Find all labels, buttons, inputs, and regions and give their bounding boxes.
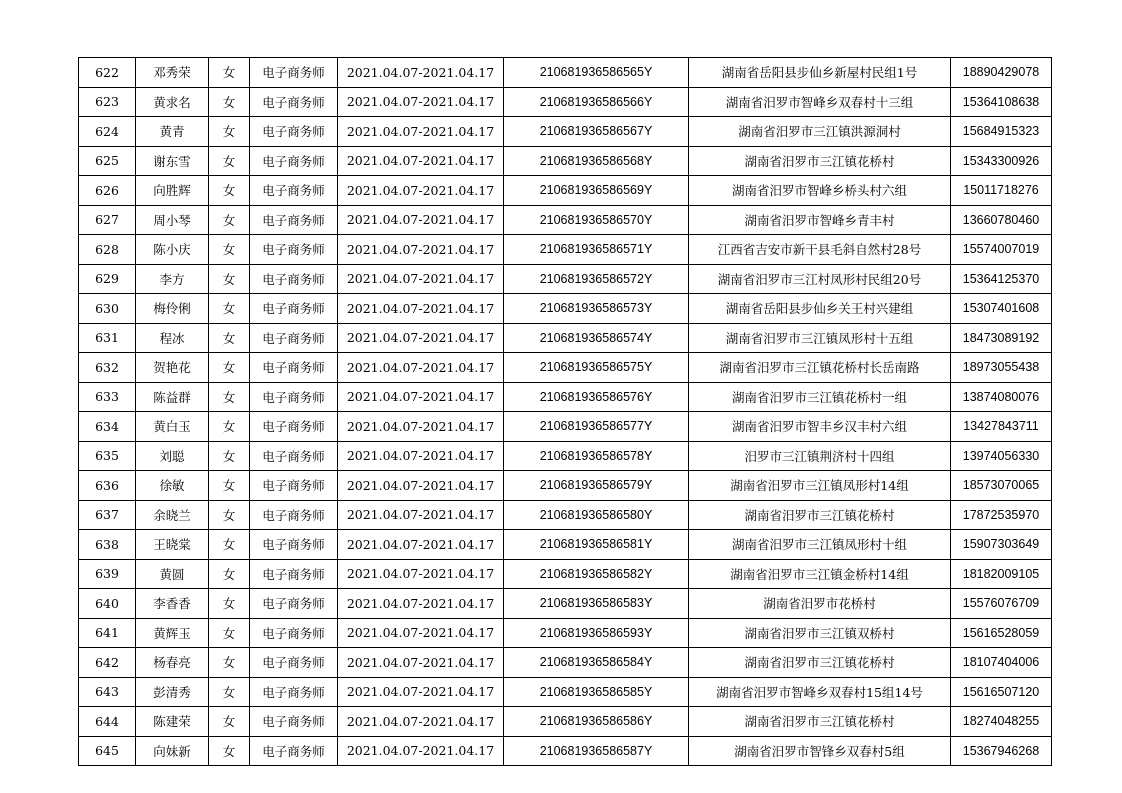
occupation-cell: 电子商务师 [250,353,338,383]
serial-number-cell: 644 [79,707,136,737]
gender-cell: 女 [209,412,250,442]
name-cell: 程冰 [136,323,209,353]
certificate-number-cell: 210681936586584Y [504,648,689,678]
name-cell: 邓秀荣 [136,58,209,88]
table-row [79,205,1052,235]
name-cell: 刘聪 [136,441,209,471]
name-cell: 黄青 [136,117,209,147]
certificate-number-cell: 210681936586582Y [504,559,689,589]
serial-number-cell: 638 [79,530,136,560]
certificate-number-cell: 210681936586569Y [504,176,689,206]
phone-cell: 15343300926 [951,146,1052,176]
name-cell: 向胜辉 [136,176,209,206]
serial-number-cell: 632 [79,353,136,383]
phone-cell: 15307401608 [951,294,1052,324]
certificate-number-cell: 210681936586568Y [504,146,689,176]
serial-number-cell: 636 [79,471,136,501]
gender-cell: 女 [209,87,250,117]
address-cell: 湖南省汨罗市三江镇花桥村 [689,648,951,678]
address-cell: 湖南省汨罗市三江镇花桥村 [689,707,951,737]
gender-cell: 女 [209,382,250,412]
table-row [79,677,1052,707]
occupation-cell: 电子商务师 [250,382,338,412]
training-period-cell: 2021.04.07-2021.04.17 [338,353,504,383]
training-period-cell: 2021.04.07-2021.04.17 [338,146,504,176]
serial-number-cell: 645 [79,736,136,766]
serial-number-cell: 641 [79,618,136,648]
occupation-cell: 电子商务师 [250,117,338,147]
occupation-cell: 电子商务师 [250,205,338,235]
address-cell: 湖南省汨罗市三江村凤形村民组20号 [689,264,951,294]
training-period-cell: 2021.04.07-2021.04.17 [338,500,504,530]
gender-cell: 女 [209,294,250,324]
training-period-cell: 2021.04.07-2021.04.17 [338,412,504,442]
certificate-number-cell: 210681936586580Y [504,500,689,530]
occupation-cell: 电子商务师 [250,677,338,707]
address-cell: 汨罗市三江镇荆济村十四组 [689,441,951,471]
gender-cell: 女 [209,441,250,471]
address-cell: 湖南省汨罗市三江镇洪源洞村 [689,117,951,147]
phone-cell: 15616528059 [951,618,1052,648]
roster-body [79,58,1052,766]
training-period-cell: 2021.04.07-2021.04.17 [338,205,504,235]
phone-cell: 13874080076 [951,382,1052,412]
name-cell: 李方 [136,264,209,294]
training-period-cell: 2021.04.07-2021.04.17 [338,176,504,206]
occupation-cell: 电子商务师 [250,441,338,471]
gender-cell: 女 [209,648,250,678]
training-period-cell: 2021.04.07-2021.04.17 [338,707,504,737]
phone-cell: 18182009105 [951,559,1052,589]
occupation-cell: 电子商务师 [250,294,338,324]
table-row [79,618,1052,648]
address-cell: 湖南省汨罗市三江镇花桥村 [689,500,951,530]
certificate-number-cell: 210681936586583Y [504,589,689,619]
address-cell: 湖南省汨罗市智锋乡双春村5组 [689,736,951,766]
roster-table [78,57,1052,766]
gender-cell: 女 [209,176,250,206]
table-row [79,530,1052,560]
name-cell: 黄求名 [136,87,209,117]
certificate-number-cell: 210681936586575Y [504,353,689,383]
address-cell: 湖南省汨罗市三江镇凤形村十组 [689,530,951,560]
name-cell: 杨春亮 [136,648,209,678]
phone-cell: 15367946268 [951,736,1052,766]
table-row [79,412,1052,442]
training-period-cell: 2021.04.07-2021.04.17 [338,618,504,648]
occupation-cell: 电子商务师 [250,500,338,530]
name-cell: 梅伶俐 [136,294,209,324]
occupation-cell: 电子商务师 [250,58,338,88]
gender-cell: 女 [209,146,250,176]
table-row [79,146,1052,176]
gender-cell: 女 [209,264,250,294]
gender-cell: 女 [209,353,250,383]
phone-cell: 15574007019 [951,235,1052,265]
certificate-number-cell: 210681936586578Y [504,441,689,471]
table-row [79,87,1052,117]
address-cell: 湖南省汨罗市三江镇花桥村长岳南路 [689,353,951,383]
address-cell: 湖南省岳阳县步仙乡关王村兴建组 [689,294,951,324]
serial-number-cell: 635 [79,441,136,471]
certificate-number-cell: 210681936586593Y [504,618,689,648]
training-period-cell: 2021.04.07-2021.04.17 [338,117,504,147]
serial-number-cell: 622 [79,58,136,88]
gender-cell: 女 [209,205,250,235]
address-cell: 湖南省汨罗市智峰乡青丰村 [689,205,951,235]
occupation-cell: 电子商务师 [250,235,338,265]
training-period-cell: 2021.04.07-2021.04.17 [338,441,504,471]
occupation-cell: 电子商务师 [250,618,338,648]
address-cell: 湖南省汨罗市三江镇凤形村14组 [689,471,951,501]
phone-cell: 15576076709 [951,589,1052,619]
training-period-cell: 2021.04.07-2021.04.17 [338,677,504,707]
phone-cell: 15616507120 [951,677,1052,707]
table-row [79,353,1052,383]
table-row [79,58,1052,88]
training-period-cell: 2021.04.07-2021.04.17 [338,559,504,589]
phone-cell: 18107404006 [951,648,1052,678]
gender-cell: 女 [209,707,250,737]
occupation-cell: 电子商务师 [250,559,338,589]
phone-cell: 18973055438 [951,353,1052,383]
certificate-number-cell: 210681936586576Y [504,382,689,412]
phone-cell: 18274048255 [951,707,1052,737]
certificate-number-cell: 210681936586565Y [504,58,689,88]
address-cell: 湖南省汨罗市三江镇花桥村一组 [689,382,951,412]
table-row [79,559,1052,589]
phone-cell: 15364108638 [951,87,1052,117]
address-cell: 湖南省汨罗市三江镇花桥村 [689,146,951,176]
occupation-cell: 电子商务师 [250,176,338,206]
phone-cell: 17872535970 [951,500,1052,530]
serial-number-cell: 640 [79,589,136,619]
gender-cell: 女 [209,58,250,88]
training-period-cell: 2021.04.07-2021.04.17 [338,530,504,560]
gender-cell: 女 [209,323,250,353]
serial-number-cell: 642 [79,648,136,678]
gender-cell: 女 [209,589,250,619]
address-cell: 湖南省汨罗市花桥村 [689,589,951,619]
training-period-cell: 2021.04.07-2021.04.17 [338,589,504,619]
training-period-cell: 2021.04.07-2021.04.17 [338,471,504,501]
name-cell: 王晓棠 [136,530,209,560]
training-period-cell: 2021.04.07-2021.04.17 [338,87,504,117]
name-cell: 陈建荣 [136,707,209,737]
address-cell: 湖南省汨罗市智丰乡汉丰村六组 [689,412,951,442]
phone-cell: 15364125370 [951,264,1052,294]
address-cell: 湖南省汨罗市三江镇凤形村十五组 [689,323,951,353]
name-cell: 黄圆 [136,559,209,589]
serial-number-cell: 637 [79,500,136,530]
name-cell: 周小琴 [136,205,209,235]
name-cell: 贺艳花 [136,353,209,383]
table-row [79,264,1052,294]
table-row [79,471,1052,501]
occupation-cell: 电子商务师 [250,648,338,678]
name-cell: 李香香 [136,589,209,619]
phone-cell: 18573070065 [951,471,1052,501]
name-cell: 谢东雪 [136,146,209,176]
training-period-cell: 2021.04.07-2021.04.17 [338,294,504,324]
phone-cell: 13974056330 [951,441,1052,471]
serial-number-cell: 639 [79,559,136,589]
training-period-cell: 2021.04.07-2021.04.17 [338,264,504,294]
serial-number-cell: 643 [79,677,136,707]
serial-number-cell: 623 [79,87,136,117]
table-row [79,736,1052,766]
certificate-number-cell: 210681936586571Y [504,235,689,265]
occupation-cell: 电子商务师 [250,530,338,560]
table-row [79,441,1052,471]
table-row [79,500,1052,530]
occupation-cell: 电子商务师 [250,264,338,294]
occupation-cell: 电子商务师 [250,87,338,117]
training-period-cell: 2021.04.07-2021.04.17 [338,235,504,265]
certificate-number-cell: 210681936586581Y [504,530,689,560]
gender-cell: 女 [209,618,250,648]
certificate-number-cell: 210681936586574Y [504,323,689,353]
table-row [79,235,1052,265]
name-cell: 徐敏 [136,471,209,501]
table-row [79,707,1052,737]
address-cell: 湖南省汨罗市三江镇金桥村14组 [689,559,951,589]
name-cell: 陈益群 [136,382,209,412]
table-row [79,176,1052,206]
serial-number-cell: 629 [79,264,136,294]
name-cell: 黄白玉 [136,412,209,442]
gender-cell: 女 [209,235,250,265]
table-row [79,294,1052,324]
address-cell: 湖南省汨罗市智峰乡双春村15组14号 [689,677,951,707]
certificate-number-cell: 210681936586585Y [504,677,689,707]
name-cell: 彭清秀 [136,677,209,707]
phone-cell: 13660780460 [951,205,1052,235]
gender-cell: 女 [209,736,250,766]
address-cell: 湖南省汨罗市智峰乡双春村十三组 [689,87,951,117]
certificate-number-cell: 210681936586587Y [504,736,689,766]
certificate-number-cell: 210681936586579Y [504,471,689,501]
serial-number-cell: 625 [79,146,136,176]
serial-number-cell: 634 [79,412,136,442]
serial-number-cell: 630 [79,294,136,324]
gender-cell: 女 [209,559,250,589]
name-cell: 向妹新 [136,736,209,766]
table-row [79,117,1052,147]
training-period-cell: 2021.04.07-2021.04.17 [338,323,504,353]
serial-number-cell: 631 [79,323,136,353]
certificate-number-cell: 210681936586570Y [504,205,689,235]
phone-cell: 18890429078 [951,58,1052,88]
address-cell: 湖南省汨罗市智峰乡桥头村六组 [689,176,951,206]
occupation-cell: 电子商务师 [250,323,338,353]
phone-cell: 15684915323 [951,117,1052,147]
certificate-number-cell: 210681936586566Y [504,87,689,117]
name-cell: 黄辉玉 [136,618,209,648]
phone-cell: 15011718276 [951,176,1052,206]
gender-cell: 女 [209,677,250,707]
serial-number-cell: 633 [79,382,136,412]
training-period-cell: 2021.04.07-2021.04.17 [338,382,504,412]
serial-number-cell: 624 [79,117,136,147]
certificate-number-cell: 210681936586572Y [504,264,689,294]
occupation-cell: 电子商务师 [250,736,338,766]
serial-number-cell: 628 [79,235,136,265]
address-cell: 江西省吉安市新干县毛斜自然村28号 [689,235,951,265]
name-cell: 余晓兰 [136,500,209,530]
certificate-number-cell: 210681936586586Y [504,707,689,737]
table-row [79,382,1052,412]
training-period-cell: 2021.04.07-2021.04.17 [338,736,504,766]
gender-cell: 女 [209,500,250,530]
table-row [79,648,1052,678]
training-period-cell: 2021.04.07-2021.04.17 [338,648,504,678]
occupation-cell: 电子商务师 [250,707,338,737]
table-row [79,589,1052,619]
phone-cell: 15907303649 [951,530,1052,560]
certificate-number-cell: 210681936586573Y [504,294,689,324]
certificate-number-cell: 210681936586577Y [504,412,689,442]
serial-number-cell: 627 [79,205,136,235]
name-cell: 陈小庆 [136,235,209,265]
occupation-cell: 电子商务师 [250,471,338,501]
phone-cell: 13427843711 [951,412,1052,442]
gender-cell: 女 [209,117,250,147]
occupation-cell: 电子商务师 [250,412,338,442]
gender-cell: 女 [209,471,250,501]
phone-cell: 18473089192 [951,323,1052,353]
gender-cell: 女 [209,530,250,560]
address-cell: 湖南省岳阳县步仙乡新屋村民组1号 [689,58,951,88]
training-period-cell: 2021.04.07-2021.04.17 [338,58,504,88]
occupation-cell: 电子商务师 [250,146,338,176]
table-row [79,323,1052,353]
address-cell: 湖南省汨罗市三江镇双桥村 [689,618,951,648]
serial-number-cell: 626 [79,176,136,206]
occupation-cell: 电子商务师 [250,589,338,619]
certificate-number-cell: 210681936586567Y [504,117,689,147]
